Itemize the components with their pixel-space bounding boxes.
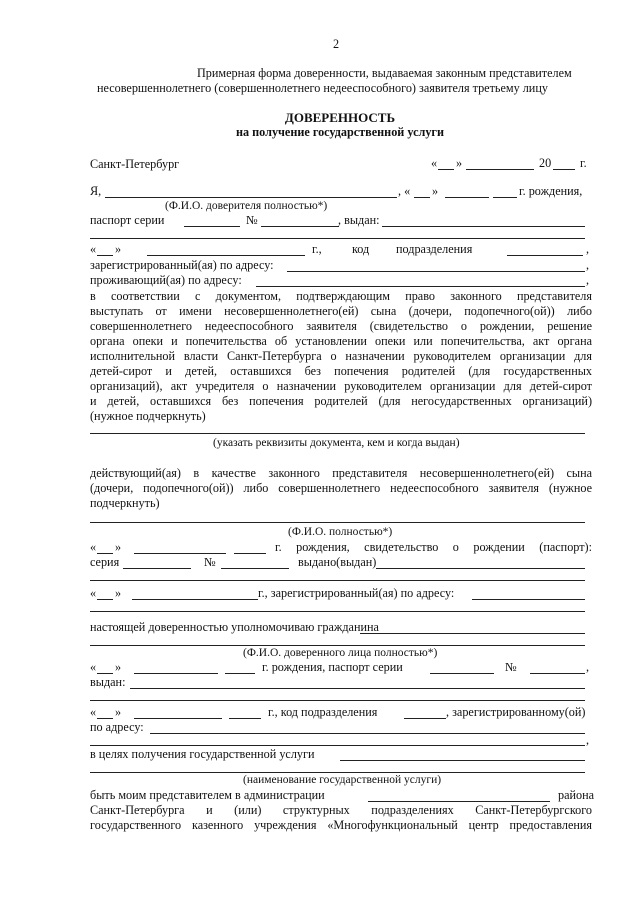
child-reg-date-line[interactable]: [132, 599, 258, 600]
page-number: 2: [333, 37, 340, 51]
child-registered-label: г., зарегистрированный(ая) по адресу:: [258, 586, 455, 600]
trustee-code-month-line[interactable]: [134, 718, 222, 719]
trustee-number-line[interactable]: [530, 673, 585, 674]
document-details-hint: (указать реквизиты документа, кем и когда выдан): [213, 437, 460, 449]
para2-line-2: (дочери, подопечного(ой)) либо совершеннолетнего недееспособного заявителя (нужное: [90, 481, 592, 495]
trustee-quote-open: «: [90, 660, 97, 674]
issue-day-line[interactable]: [97, 255, 113, 256]
child-fio-hint: (Ф.И.О. полностью*): [288, 526, 393, 538]
date-close-quote: »: [456, 156, 463, 170]
cert-issued-line-2[interactable]: [90, 580, 585, 581]
trustee-birth-passport-label: г. рождения, паспорт серии: [262, 660, 403, 674]
trustee-year-line[interactable]: [225, 673, 255, 674]
child-day-line[interactable]: [97, 553, 113, 554]
trustee-address-label: по адресу:: [90, 720, 144, 734]
passport-issued-line[interactable]: [382, 226, 585, 227]
representative-text: быть моим представителем в администрации: [90, 788, 325, 802]
quote-open: , «: [398, 184, 411, 198]
date-month-line[interactable]: [466, 169, 534, 170]
document-title: ДОВЕРЕННОСТЬ: [284, 110, 396, 125]
trustee-month-line[interactable]: [134, 673, 218, 674]
child-reg-day-line[interactable]: [97, 599, 113, 600]
issued-label: , выдан:: [338, 213, 380, 227]
year-suffix: г.: [580, 156, 587, 170]
trustee-series-line[interactable]: [430, 673, 494, 674]
trustee-issued-line-2[interactable]: [90, 700, 585, 701]
child-year-line[interactable]: [234, 553, 266, 554]
child-registered-line-2[interactable]: [90, 611, 585, 612]
trustee-day-line[interactable]: [97, 673, 113, 674]
trustee-code-year-line[interactable]: [229, 718, 261, 719]
empower-text: настоящей доверенностью уполномочиваю гражданина: [90, 620, 379, 634]
district-line[interactable]: [368, 801, 550, 802]
issue-year-label: г.,: [312, 242, 322, 256]
para1-line-4: органа опеки и попечительства об установлении опеки или попечительства, акт органа: [90, 334, 592, 348]
para1-line-8: и детей, оставшихся без попечения родителей (для негосударственных организаций): [90, 394, 592, 408]
para1-line-9: (нужное подчеркнуть): [90, 409, 206, 423]
para1-line-3: совершеннолетнего недееспособного заявителя (свидетельство о рождении, решение: [90, 319, 592, 333]
child-reg-quote-close: »: [115, 586, 122, 600]
trustee-fio-hint: (Ф.И.О. доверенного лица полностью*): [243, 647, 438, 659]
service-name-line[interactable]: [340, 760, 585, 761]
birth-year-line[interactable]: [493, 197, 517, 198]
cert-series-line[interactable]: [123, 568, 191, 569]
service-hint: (наименование государственной услуги): [243, 774, 442, 786]
principal-fio-hint: (Ф.И.О. доверителя полностью*): [165, 200, 328, 212]
birth-day-line[interactable]: [414, 197, 430, 198]
issue-quote-open: «: [90, 242, 97, 256]
city: Санкт-Петербург: [90, 157, 180, 171]
para2-line-1: действующий(ая) в качестве законного представителя несовершеннолетнего(ей) сына: [90, 466, 592, 480]
document-subtitle: на получение государственной услуги: [236, 125, 444, 139]
issue-quote-close: »: [115, 242, 122, 256]
child-month-line[interactable]: [134, 553, 226, 554]
trustee-issued-line[interactable]: [130, 688, 585, 689]
quote-close: »: [432, 184, 439, 198]
ya-label: Я,: [90, 184, 102, 198]
registered-label: зарегистрированный(ая) по адресу:: [90, 258, 274, 272]
para2-line-3: подчеркнуть): [90, 496, 160, 510]
cert-issued-label: выдано(выдан): [298, 555, 377, 569]
final-line-2: государственного казенного учреждения «Многофункциональный центр предоставления: [90, 818, 592, 832]
trustee-address-line-2[interactable]: [90, 745, 585, 746]
trustee-registered-label: , зарегистрированному(ой): [446, 705, 586, 719]
trustee-address-line[interactable]: [150, 733, 585, 734]
kod-label: код: [352, 242, 370, 256]
living-label: проживающий(ая) по адресу:: [90, 273, 242, 287]
passport-number-line[interactable]: [261, 226, 339, 227]
birth-month-line[interactable]: [445, 197, 489, 198]
date-day-line[interactable]: [438, 169, 454, 170]
cert-number-sign: №: [204, 555, 216, 569]
trustee-comma: ,: [586, 660, 590, 674]
trustee-address-comma: ,: [586, 733, 590, 747]
passport-issued-line-2[interactable]: [90, 238, 585, 239]
date-open-quote: «: [431, 156, 438, 170]
child-quote-open: «: [90, 540, 97, 554]
child-reg-quote-open: «: [90, 586, 97, 600]
cert-series-label: серия: [90, 555, 120, 569]
para1-line-7: организаций), акт учредителя о назначении руководителем организации для детей-сирот: [90, 379, 592, 393]
trustee-code-quote-open: «: [90, 705, 97, 719]
para1-line-6: детей-сирот и детей, оставшихся без попечения родителей (для государственных: [90, 364, 592, 378]
year-prefix: 20: [539, 156, 552, 170]
purpose-text: в целях получения государственной услуги: [90, 747, 315, 761]
trustee-name-line[interactable]: [360, 633, 585, 634]
para1-line-2: выступать от имени несовершеннолетнего(ей) сына (дочери, подопечного(ой)) либо: [90, 304, 592, 318]
child-quote-close: »: [115, 540, 122, 554]
registered-comma: ,: [586, 258, 590, 272]
trustee-code-quote-close: »: [115, 705, 122, 719]
document-details-line[interactable]: [90, 433, 585, 434]
child-name-line[interactable]: [90, 522, 585, 523]
number-sign: №: [246, 213, 258, 227]
date-year-line[interactable]: [553, 169, 575, 170]
child-registered-line[interactable]: [472, 599, 585, 600]
living-address-line[interactable]: [256, 286, 585, 287]
living-comma: ,: [586, 273, 590, 287]
intro-line-2: несовершеннолетнего (совершеннолетнего недееспособного) заявителя третьему лицу: [97, 81, 548, 95]
registered-address-line[interactable]: [287, 271, 585, 272]
final-line-1: Санкт-Петербурга и (или) структурных подразделениях Санкт-Петербургского: [90, 803, 592, 817]
trustee-number-sign: №: [505, 660, 517, 674]
trustee-quote-close: »: [115, 660, 122, 674]
trustee-code-label: г., код подразделения: [268, 705, 378, 719]
birth-label: г. рождения,: [519, 184, 583, 198]
passport-series-label: паспорт серии: [90, 213, 165, 227]
division-code-line[interactable]: [507, 255, 583, 256]
intro-line-1: Примерная форма доверенности, выдаваемая законным представителем: [197, 66, 572, 80]
issue-date-line[interactable]: [147, 255, 305, 256]
principal-name-line[interactable]: [105, 197, 397, 198]
trustee-issued-label: выдан:: [90, 675, 126, 689]
trustee-code-line[interactable]: [404, 718, 446, 719]
birth-cert-label: г. рождения, свидетельство о рождении (паспорт):: [275, 540, 592, 554]
division-comma: ,: [586, 242, 590, 256]
cert-issued-line[interactable]: [376, 568, 585, 569]
trustee-code-day-line[interactable]: [97, 718, 113, 719]
podrazdeleniya-label: подразделения: [396, 242, 473, 256]
passport-series-line[interactable]: [184, 226, 240, 227]
district-label: района: [558, 788, 595, 802]
cert-number-line[interactable]: [221, 568, 289, 569]
para1-line-1: в соответствии с документом, подтверждающим право законного представителя: [90, 289, 592, 303]
para1-line-5: исполнительной власти Санкт-Петербурга о назначении руководителем организации для: [90, 349, 592, 363]
